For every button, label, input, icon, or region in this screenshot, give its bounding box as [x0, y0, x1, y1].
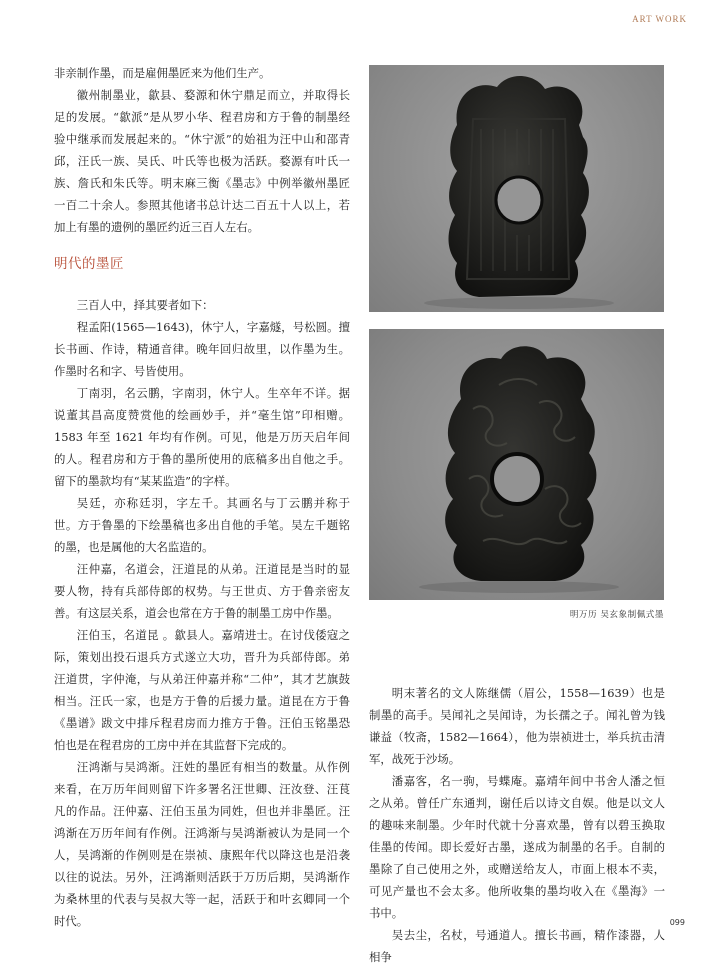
paragraph: 非亲制作墨，而是雇佣墨匠来为他们生产。: [54, 66, 271, 80]
ink-cake-dragon-side: [369, 329, 664, 600]
paragraph: 三百人中，择其要者如下：: [76, 298, 214, 312]
paragraph: 吴去尘，名杖，号通道人。擅长书画，精作漆器，人相争: [369, 928, 665, 964]
right-column: [369, 682, 665, 968]
figure-caption: 明万历 吴玄象制佩式墨: [569, 610, 664, 620]
section-title: 明代的墨匠: [54, 256, 124, 271]
paragraph: 吴廷，亦称廷羽，字左千。其画名与丁云鹏并称于世。方于鲁墨的下绘墨稿也多出自他的手笔。吴左千题铭的墨，也是属他的大名监造的。: [54, 496, 350, 554]
paragraph: 汪鸿渐与吴鸿渐。汪姓的墨匠有相当的数量。从作例来看，在万历年间则留下许多署名汪世卿、汪汝登、汪茛凡的作品。汪仲嘉、汪伯玉虽为同姓，但也并非墨匠。汪鸿渐在万历年间有作例。汪鸿渐与吴鸿渐被认为是同一个人，吴鸿渐的作例则是在崇祯、康熙年代以降这也是沿袭以往的说法。另外，汪鸿渐则活跃于万历后期，吴鸿渐作为桑林里的代表与吴叔大等一起，活跃于和叶玄卿同一个时代。: [54, 760, 350, 928]
paragraph: 汪仲嘉，名道会，汪道昆的从弟。汪道昆是当时的显要人物，持有兵部侍郎的权势。与王世贞、方于鲁亲密友善。有这层关系，道会也常在方于鲁的制墨工房中作墨。: [54, 562, 350, 620]
paragraph: 潘嘉客，名一驹，号蝶庵。嘉靖年间中书舍人潘之恒之从弟。曾任广东通判，谢任后以诗文自娱。他是以文人的趣味来制墨。少年时代就十分喜欢墨，曾有以碧玉换取佳墨的传闻。即长爱好古墨，遂成为制墨的名手。自制的墨除了自己使用之外，或赠送给友人，市面上根本不卖，可见产量也不会太多。他所收集的墨均收入在《墨海》一书中。: [369, 774, 665, 920]
ink-cake-inscribed-side: [369, 65, 664, 312]
paragraph: 明末著名的文人陈继儒（眉公，1558—1639）也是制墨的高手。吴闻礼之吴闻诗，为长孺之子。闻礼曾为钱谦益（牧斋，1582—1664），他为崇祯进士，举兵抗击清军，战死于沙场。: [369, 686, 665, 766]
paragraph: 徽州制墨业，歙县、婺源和休宁鼎足而立，并取得长足的发展。“歙派”是从罗小华、程君房和方于鲁的制墨经验中继承而发展起来的。“休宁派”的始祖为汪中山和邵青邱，汪氏一族、吴氏、叶氏等也极为活跃。婺源有叶氏一族、詹氏和朱氏等。明末麻三衡《墨志》中例举徽州墨匠一百二十余人。参照其他诸书总计达二百五十人以上，若加上有墨的遗例的墨匠约近三百人左右。: [54, 88, 350, 234]
paragraph: 汪伯玉，名道昆 。歙县人。嘉靖进士。在讨伐倭寇之际，策划出投石退兵方式遂立大功，晋升为兵部侍郎。弟汪道贯，字仲淹，与从弟汪仲嘉并称“二仲”，其才艺旗鼓相当。汪氏一家，也是方于鲁的后援力量。道昆在方于鲁《墨谱》跋文中排斥程君房而力推方于鲁。汪伯玉铭墨恐怕也是在程君房的工房中并在其监督下完成的。: [54, 628, 350, 752]
ink-cake-photo-back: [369, 329, 664, 600]
paragraph: 程孟阳(1565—1643)，休宁人，字嘉燧，号松圆。擅长书画、作诗，精通音律。晚年回归故里，以作墨为生。作墨时名和字、号皆使用。: [54, 320, 350, 378]
left-column: [54, 62, 350, 932]
page-number: 099: [669, 918, 685, 927]
ink-cake-photo-front: [369, 65, 664, 312]
section-header: ART WORK: [632, 14, 687, 24]
paragraph: 丁南羽，名云鹏，字南羽，休宁人。生卒年不详。据说董其昌高度赞赏他的绘画妙手，并“毫生馆”印相赠。1583 年至 1621 年均有作例。可见，他是万历天启年间的人。程君房和方于鲁的墨所使用的底稿多出自他之手。留下的墨款均有“某某监造”的字样。: [54, 386, 350, 488]
